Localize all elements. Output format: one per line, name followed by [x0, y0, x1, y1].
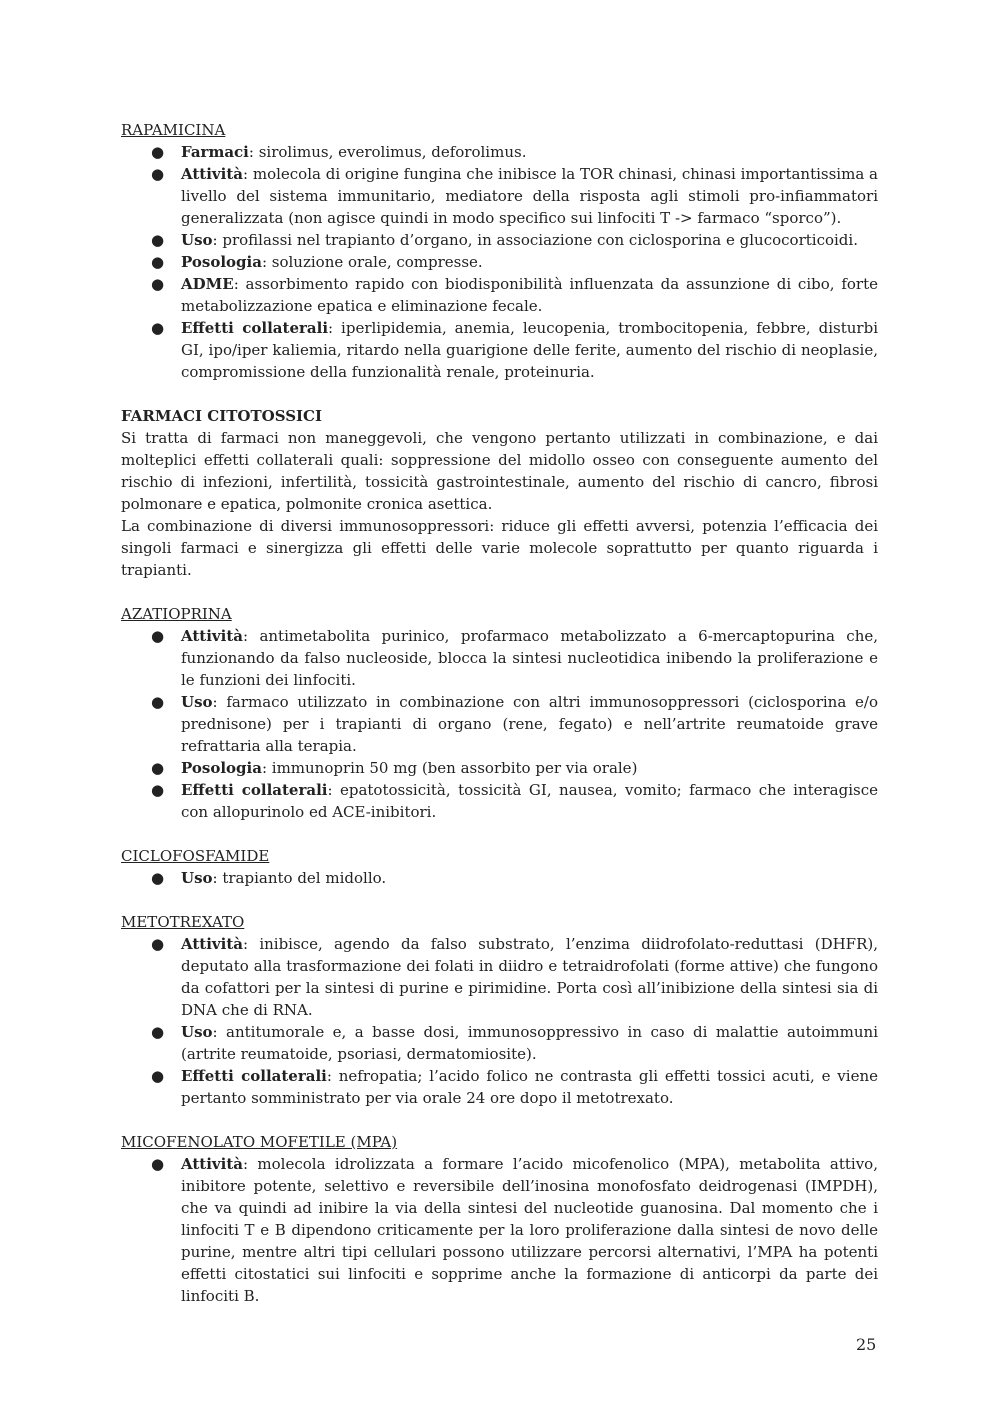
bullet-icon: ●: [151, 143, 165, 161]
list-item: [121, 317, 878, 383]
section-ciclofosfamide: [121, 845, 878, 889]
bullet-list: [121, 1153, 878, 1307]
section-title: AZATIOPRINA: [121, 605, 232, 623]
item-label: Attività: [181, 935, 243, 953]
item-label: Attività: [181, 1155, 243, 1173]
bullet-list: [121, 933, 878, 1109]
list-item: [121, 1065, 878, 1109]
item-label: Effetti collaterali: [181, 781, 328, 799]
item-label: Attività: [181, 165, 243, 183]
spacer: [121, 383, 878, 405]
item-text: : epatotossicità, tossicità GI, nausea, vomito; farmaco che interagisce con allopurinolo ed ACE-inibitori.: [181, 781, 878, 821]
item-text: : antitumorale e, a basse dosi, immunosoppressivo in caso di malattie autoimmuni (artrite reumatoide, psoriasi, dermatomiosite).: [181, 1023, 878, 1063]
item-text: : profilassi nel trapianto d’organo, in associazione con ciclosporina e glucocorticoidi.: [212, 231, 858, 249]
item-label: Effetti collaterali: [181, 1067, 327, 1085]
spacer: [121, 889, 878, 911]
item-text: : assorbimento rapido con biodisponibilità influenzata da assunzione di cibo, forte metabolizzazione epatica e eliminazione fecale.: [181, 275, 878, 315]
section-azatioprina: [121, 603, 878, 823]
item-text: : immunoprin 50 mg (ben assorbito per via orale): [261, 759, 638, 777]
spacer: [121, 1109, 878, 1131]
bullet-icon: ●: [151, 627, 165, 645]
spacer: [121, 581, 878, 603]
bullet-icon: ●: [151, 1155, 165, 1173]
item-label: Effetti collaterali: [181, 319, 329, 337]
bullet-icon: ●: [151, 165, 165, 183]
item-text: : iperlipidemia, anemia, leucopenia, trombocitopenia, febbre, disturbi GI, ipo/iper kaliemia, ritardo nella guarigione delle ferite, aumento del rischio di neoplasie, compromissione della funzionalità renale, proteinuria.: [181, 319, 878, 381]
item-label: ADME: [181, 275, 234, 293]
section-title: MICOFENOLATO MOFETILE (MPA): [121, 1133, 398, 1151]
bullet-icon: ●: [151, 869, 165, 887]
bullet-icon: ●: [151, 231, 165, 249]
bullet-list: [121, 141, 878, 383]
item-text: : antimetabolita purinico, profarmaco metabolizzato a 6-mercaptopurina che, funzionando da falso nucleoside, blocca la sintesi nucleotidica inibendo la proliferazione e le funzioni dei linfociti.: [181, 627, 878, 689]
list-item: [121, 757, 878, 779]
bullet-list: [121, 867, 878, 889]
section-title: METOTREXATO: [121, 913, 245, 931]
bullet-icon: ●: [151, 759, 165, 777]
spacer: [121, 823, 878, 845]
bullet-icon: ●: [151, 253, 165, 271]
page-content: [121, 119, 878, 1307]
item-label: Farmaci: [181, 143, 249, 161]
list-item: [121, 625, 878, 691]
bullet-icon: ●: [151, 781, 165, 799]
section-rapamicina: [121, 119, 878, 383]
list-item: [121, 933, 878, 1021]
page-number: 25: [856, 1335, 877, 1354]
section-title: RAPAMICINA: [121, 121, 226, 139]
section-micofenolato: [121, 1131, 878, 1307]
list-item: [121, 1021, 878, 1065]
list-item: [121, 251, 878, 273]
list-item: [121, 691, 878, 757]
item-text: : nefropatia; l’acido folico ne contrasta gli effetti tossici acuti, e viene pertanto somministrato per via orale 24 ore dopo il metotrexato.: [181, 1067, 878, 1107]
bullet-icon: ●: [151, 319, 165, 337]
list-item: [121, 867, 878, 889]
item-label: Uso: [181, 693, 213, 711]
bullet-icon: ●: [151, 935, 165, 953]
bullet-list: [121, 625, 878, 823]
bullet-icon: ●: [151, 275, 165, 293]
section-farmaci-citotossici: [121, 405, 878, 581]
bullet-icon: ●: [151, 1023, 165, 1041]
item-label: Uso: [181, 869, 213, 887]
bullet-icon: ●: [151, 693, 165, 711]
item-text: : molecola di origine fungina che inibisce la TOR chinasi, chinasi importantissima a livello del sistema immunitario, mediatore della risposta agli stimoli pro-infiammatori generalizzata (non agisce quindi in modo specifico sui linfociti T -> farmaco “sporco”).: [181, 165, 878, 227]
item-label: Uso: [181, 1023, 213, 1041]
list-item: [121, 141, 878, 163]
item-text: : trapianto del midollo.: [212, 869, 387, 887]
item-label: Uso: [181, 231, 213, 249]
item-text: : molecola idrolizzata a formare l’acido micofenolico (MPA), metabolita attivo, inibitore potente, selettivo e reversibile dell’inosina monofosfato deidrogenasi (IMPDH), che va quindi ad inibire la via della sintesi del nucleotide guanosina. Dal momento che i linfociti T e B dipendono criticamente per la loro proliferazione dalla sintesi de novo delle purine, mentre altri tipi cellulari possono utilizzare percorsi alternativi, l’MPA ha potenti effetti citostatici sui linfociti e sopprime anche la formazione di anticorpi da parte dei linfociti B.: [181, 1155, 878, 1305]
paragraph: La combinazione di diversi immunosoppressori: riduce gli effetti avversi, potenzia l’efficacia dei singoli farmaci e sinergizza gli effetti delle varie molecole soprattutto per quanto riguarda i trapianti.: [121, 517, 878, 579]
list-item: [121, 1153, 878, 1307]
item-label: Posologia: [181, 253, 262, 271]
item-text: : sirolimus, everolimus, deforolimus.: [248, 143, 527, 161]
list-item: [121, 273, 878, 317]
bullet-icon: ●: [151, 1067, 165, 1085]
list-item: [121, 229, 878, 251]
item-text: : farmaco utilizzato in combinazione con altri immunosoppressori (ciclosporina e/o prednisone) per i trapianti di organo (rene, fegato) e nell’artrite reumatoide grave refrattaria alla terapia.: [181, 693, 878, 755]
list-item: [121, 163, 878, 229]
paragraph: Si tratta di farmaci non maneggevoli, che vengono pertanto utilizzati in combinazione, e dai molteplici effetti collaterali quali: soppressione del midollo osseo con conseguente aumento del rischio di infezioni, infertilità, tossicità gastrointestinale, aumento del rischio di cancro, fibrosi polmonare e epatica, polmonite cronica asettica.: [121, 429, 878, 513]
list-item: [121, 779, 878, 823]
item-label: Attività: [181, 627, 243, 645]
section-title: CICLOFOSFAMIDE: [121, 847, 270, 865]
section-heading: FARMACI CITOTOSSICI: [121, 407, 323, 425]
section-metotrexato: [121, 911, 878, 1109]
item-text: : inibisce, agendo da falso substrato, l’enzima diidrofolato-reduttasi (DHFR), deputato alla trasformazione dei folati in diidro e tetraidrofolati (forme attive) che fungono da cofattori per la sintesi di purine e pirimidine. Porta così all’inibizione della sintesi sia di DNA che di RNA.: [181, 935, 878, 1019]
item-text: : soluzione orale, compresse.: [261, 253, 483, 271]
item-label: Posologia: [181, 759, 262, 777]
